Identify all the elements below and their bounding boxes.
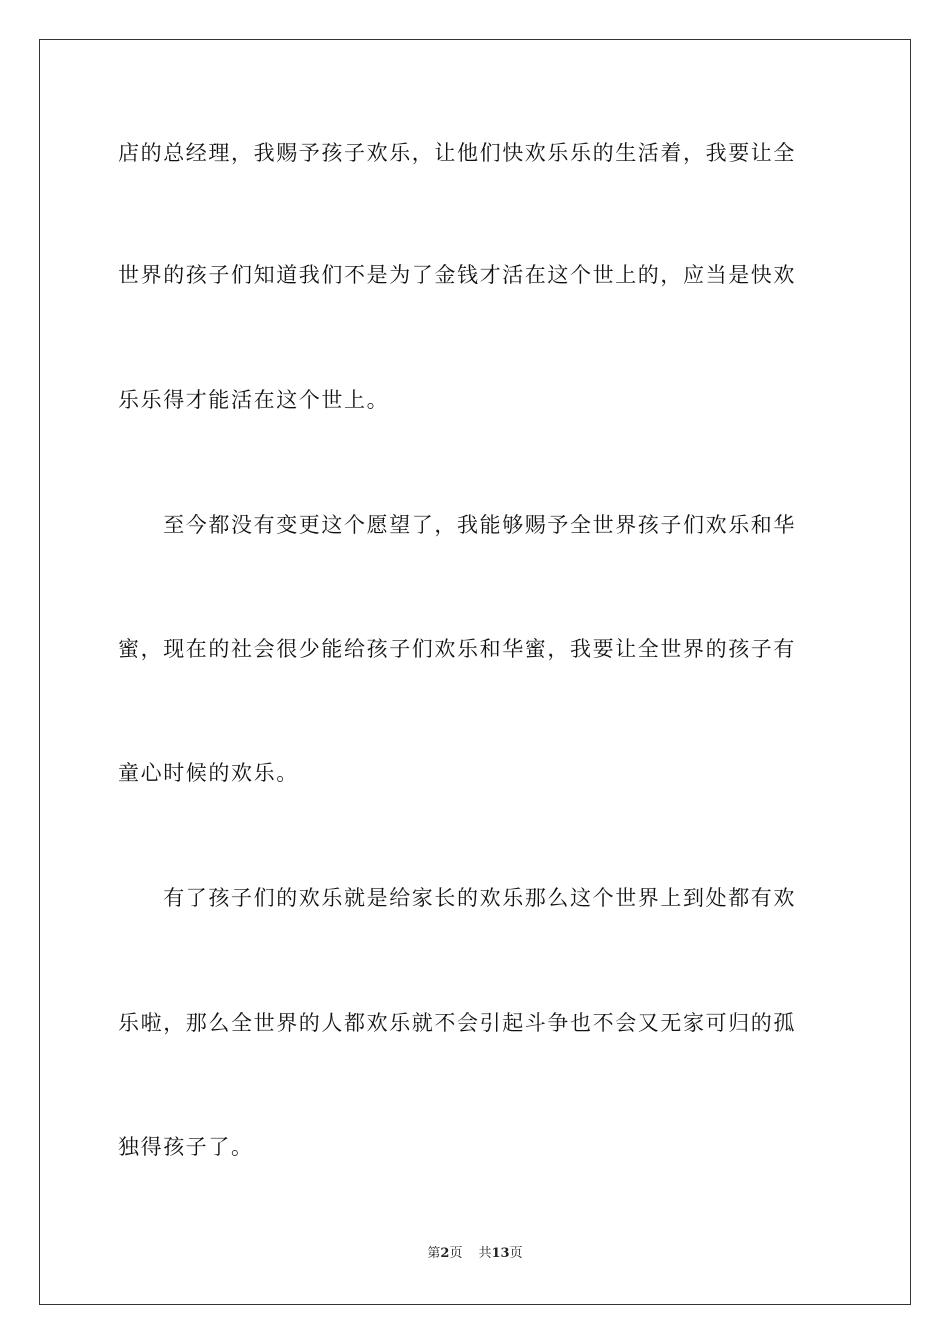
total-pages: 13 [491, 1246, 510, 1261]
total-suffix: 页 [509, 1246, 523, 1261]
page-prefix: 第 [427, 1246, 441, 1261]
body-line-3: 乐乐得才能活在这个世上。 [118, 388, 390, 412]
body-line-9: 独得孩子了。 [118, 1135, 254, 1159]
body-line-5: 蜜，现在的社会很少能给孩子们欢乐和华蜜，我要让全世界的孩子有 [118, 637, 796, 661]
page-border [39, 39, 911, 1305]
total-prefix: 共 [478, 1246, 492, 1261]
page-footer [0, 1245, 950, 1263]
body-line-6: 童心时候的欢乐。 [118, 761, 299, 785]
page-suffix: 页 [449, 1246, 463, 1261]
body-line-8: 乐啦，那么全世界的人都欢乐就不会引起斗争也不会又无家可归的孤 [118, 1011, 796, 1035]
body-line-4: 至今都没有变更这个愿望了，我能够赐予全世界孩子们欢乐和华 [118, 513, 796, 537]
body-line-2: 世界的孩子们知道我们不是为了金钱才活在这个世上的，应当是快欢 [118, 263, 796, 287]
page-number: 2 [440, 1246, 450, 1261]
body-line-1: 店的总经理，我赐予孩子欢乐，让他们快欢乐乐的生活着，我要让全 [118, 141, 796, 165]
body-line-7: 有了孩子们的欢乐就是给家长的欢乐那么这个世界上到处都有欢 [118, 886, 796, 910]
